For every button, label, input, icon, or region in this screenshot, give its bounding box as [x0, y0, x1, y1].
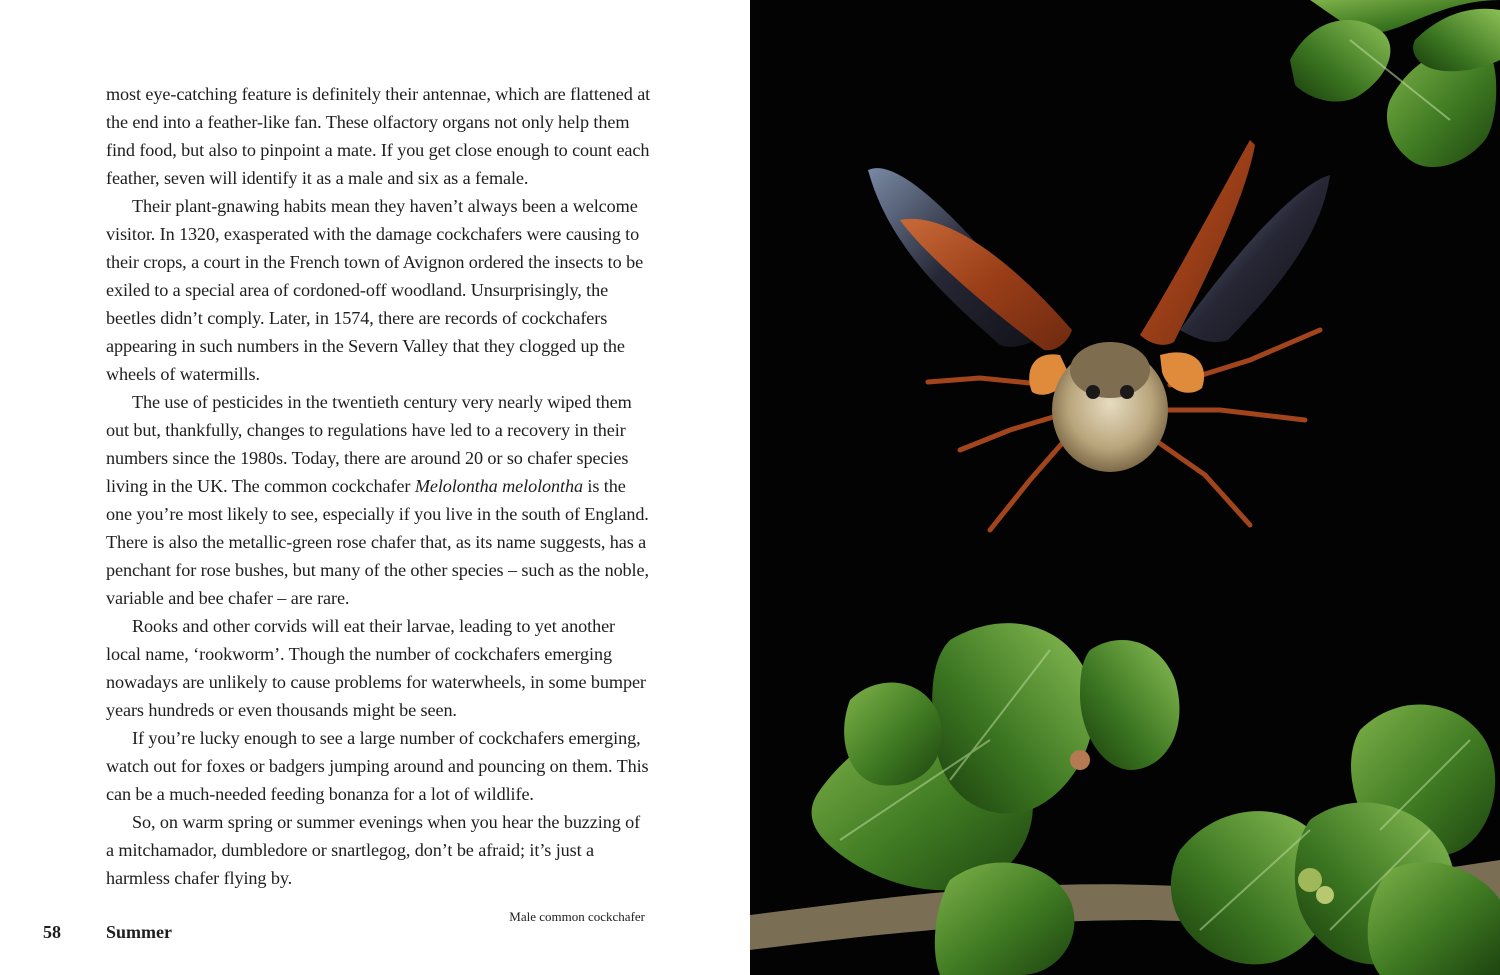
beetle: [868, 140, 1330, 530]
paragraph-6: So, on warm spring or summer evenings when you hear the buzzing of a mitchamador, dumbledore or snartlegog, don’t be afraid; it’s just a harmless chafer flying by.: [106, 812, 641, 888]
paragraph-1: most eye-catching feature is definitely their antennae, which are flattened at the end into a feather-like fan. These olfactory organs not only help them find food, but also to pinpoint a mate. If you get close enough to count each feather, seven will identify it as a male and six as a female.: [106, 84, 651, 188]
paragraph-3: [106, 388, 651, 612]
paragraph-2: Their plant-gnawing habits mean they haven’t always been a welcome visitor. In 1320, exasperated with the damage cockchafers were causing to their crops, a court in the French town of Avignon ordered the insects to be exiled to a special area of cordoned-off woodland. Unsurprisingly, the beetles didn’t comply. Later, in 1574, there are records of cockchafers appearing in such numbers in the Severn Valley that they clogged up the wheels of watermills.: [106, 196, 644, 384]
oak-branch-bottom: [750, 623, 1500, 975]
paragraph-5: If you’re lucky enough to see a large number of cockchafers emerging, watch out for foxes or badgers jumping around and pouncing on them. This can be a much-needed feeding bonanza for a lot of wildlife.: [106, 728, 649, 804]
paragraph-4: Rooks and other corvids will eat their larvae, leading to yet another local name, ‘rookworm’. Though the number of cockchafers emerging nowadays are unlikely to cause problems for waterwheels, in some bumper years hundreds or even thousands might be seen.: [106, 616, 646, 720]
section-title: Summer: [106, 922, 172, 942]
species-name: Melolontha melolontha: [414, 476, 583, 496]
oak-leaves-top: [1290, 0, 1500, 167]
page-number: 58: [43, 922, 61, 942]
paragraph-3-start: The use of pesticides in the twentieth century very nearly wiped them out but, thankfully, changes to regulations have led to a recovery in their numbers since the 1980s. Today, there are around 20 or so chafer species living in the UK. The common cockchafer: [106, 392, 632, 496]
photo-cockchafer: [750, 0, 1500, 975]
paragraph-3-end: is the one you’re most likely to see, especially if you live in the south of England. There is also the metallic-green rose chafer that, as its name suggests, has a penchant for rose bushes, but many of the other species – such as the noble, variable and bee chafer – are rare.: [106, 476, 649, 608]
photo-caption: Male common cockchafer: [509, 909, 645, 924]
photo-illustration: [750, 0, 1500, 975]
body-text: [106, 80, 651, 892]
